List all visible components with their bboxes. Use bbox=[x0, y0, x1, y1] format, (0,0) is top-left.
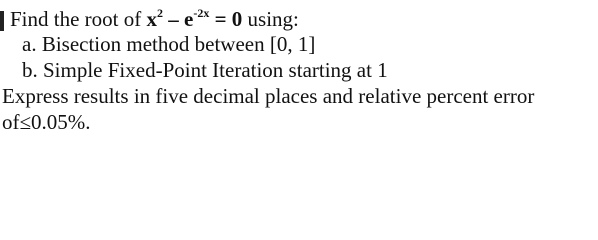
less-or-equal-symbol: ≤ bbox=[19, 110, 32, 134]
item-b: b. Simple Fixed-Point Iteration starting at 1 bbox=[22, 58, 388, 82]
prompt-suffix: using: bbox=[247, 7, 299, 31]
line-marker bbox=[0, 11, 4, 31]
equation-equals: = bbox=[214, 7, 227, 31]
express-line-2-value: 0.05%. bbox=[31, 110, 91, 134]
equation bbox=[147, 7, 248, 31]
express-line-1: Express results in five decimal places and relative percent error bbox=[2, 84, 535, 108]
equation-minus: – bbox=[168, 7, 179, 31]
equation-e: e bbox=[184, 7, 194, 31]
item-a: a. Bisection method between [0, 1] bbox=[22, 32, 316, 56]
prompt-prefix: Find the root of bbox=[10, 7, 142, 31]
express-line-2-prefix: of bbox=[2, 110, 20, 134]
equation-x-exponent: 2 bbox=[157, 6, 163, 20]
equation-e-exponent: -2x bbox=[193, 6, 210, 20]
equation-zero: 0 bbox=[231, 7, 243, 31]
express-line-2 bbox=[2, 110, 91, 134]
problem-statement-line bbox=[10, 7, 299, 31]
equation-x: x bbox=[146, 7, 157, 31]
